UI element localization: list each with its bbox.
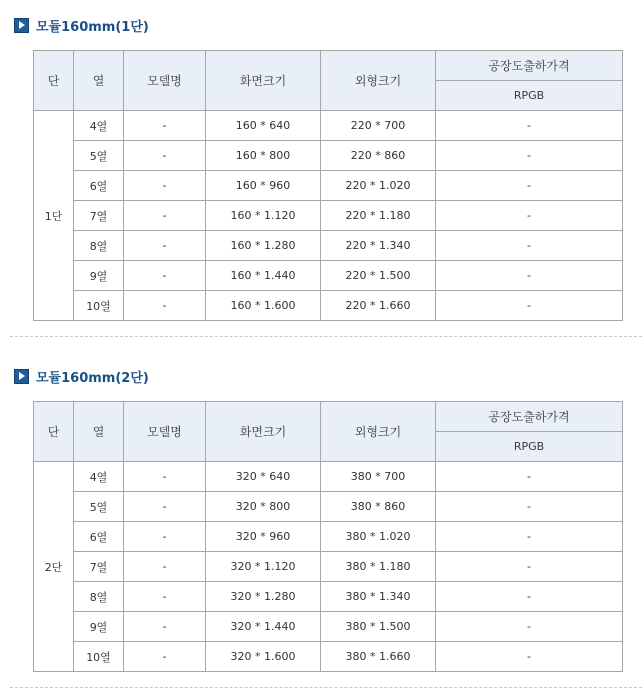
section-divider — [10, 336, 642, 337]
screen-size-cell: 160 * 1.440 — [206, 261, 321, 291]
table-row — [34, 111, 623, 141]
header-model: 모델명 — [124, 402, 206, 462]
yeol-cell: 8열 — [74, 231, 124, 261]
price-cell: - — [436, 522, 623, 552]
yeol-cell: 4열 — [74, 462, 124, 492]
price-cell: - — [436, 231, 623, 261]
table-row — [34, 291, 623, 321]
header-outer-size: 외형크기 — [321, 51, 436, 111]
outer-size-cell: 220 * 1.020 — [321, 171, 436, 201]
header-price: 공장도출하가격 — [436, 402, 623, 432]
yeol-cell: 6열 — [74, 171, 124, 201]
header-model: 모델명 — [124, 51, 206, 111]
yeol-cell: 9열 — [74, 612, 124, 642]
yeol-cell: 5열 — [74, 492, 124, 522]
table-row — [34, 522, 623, 552]
screen-size-cell: 320 * 960 — [206, 522, 321, 552]
table-row — [34, 612, 623, 642]
header-yeol: 열 — [74, 402, 124, 462]
table-row — [34, 231, 623, 261]
yeol-cell: 5열 — [74, 141, 124, 171]
outer-size-cell: 380 * 860 — [321, 492, 436, 522]
yeol-cell: 7열 — [74, 552, 124, 582]
model-cell: - — [124, 522, 206, 552]
section-title: 모듈160mm(1단) — [36, 19, 149, 35]
table-row — [34, 171, 623, 201]
price-cell: - — [436, 291, 623, 321]
section-title: 모듈160mm(2단) — [36, 370, 149, 386]
model-cell: - — [124, 291, 206, 321]
screen-size-cell: 320 * 1.280 — [206, 582, 321, 612]
price-cell: - — [436, 552, 623, 582]
outer-size-cell: 220 * 700 — [321, 111, 436, 141]
table-row — [34, 642, 623, 672]
outer-size-cell: 380 * 1.180 — [321, 552, 436, 582]
model-cell: - — [124, 492, 206, 522]
outer-size-cell: 380 * 1.500 — [321, 612, 436, 642]
play-icon — [14, 18, 29, 33]
outer-size-cell: 380 * 1.660 — [321, 642, 436, 672]
screen-size-cell: 160 * 1.600 — [206, 291, 321, 321]
table-row — [34, 462, 623, 492]
outer-size-cell: 380 * 1.340 — [321, 582, 436, 612]
screen-size-cell: 160 * 960 — [206, 171, 321, 201]
table-row — [34, 582, 623, 612]
price-cell: - — [436, 642, 623, 672]
screen-size-cell: 160 * 1.120 — [206, 201, 321, 231]
spec-table-1 — [33, 50, 623, 321]
spec-table-2 — [33, 401, 623, 672]
screen-size-cell: 320 * 800 — [206, 492, 321, 522]
model-cell: - — [124, 612, 206, 642]
screen-size-cell: 320 * 1.600 — [206, 642, 321, 672]
price-cell: - — [436, 492, 623, 522]
model-cell: - — [124, 141, 206, 171]
price-cell: - — [436, 111, 623, 141]
price-cell: - — [436, 582, 623, 612]
outer-size-cell: 380 * 700 — [321, 462, 436, 492]
screen-size-cell: 160 * 800 — [206, 141, 321, 171]
price-cell: - — [436, 201, 623, 231]
header-price: 공장도출하가격 — [436, 51, 623, 81]
section-divider — [10, 687, 642, 688]
screen-size-cell: 320 * 640 — [206, 462, 321, 492]
price-cell: - — [436, 612, 623, 642]
yeol-cell: 6열 — [74, 522, 124, 552]
table-row — [34, 261, 623, 291]
header-dan: 단 — [34, 51, 74, 111]
price-cell: - — [436, 141, 623, 171]
header-screen-size: 화면크기 — [206, 402, 321, 462]
header-outer-size: 외형크기 — [321, 402, 436, 462]
yeol-cell: 10열 — [74, 291, 124, 321]
model-cell: - — [124, 231, 206, 261]
model-cell: - — [124, 201, 206, 231]
price-cell: - — [436, 171, 623, 201]
model-cell: - — [124, 582, 206, 612]
outer-size-cell: 220 * 1.180 — [321, 201, 436, 231]
outer-size-cell: 220 * 1.340 — [321, 231, 436, 261]
play-icon — [14, 369, 29, 384]
outer-size-cell: 220 * 1.500 — [321, 261, 436, 291]
section-1-heading — [14, 16, 149, 34]
dan-cell: 2단 — [34, 462, 74, 672]
header-yeol: 열 — [74, 51, 124, 111]
header-price-rpgb: RPGB — [436, 432, 623, 462]
model-cell: - — [124, 642, 206, 672]
table-row — [34, 201, 623, 231]
table-row — [34, 492, 623, 522]
table-row — [34, 141, 623, 171]
header-dan: 단 — [34, 402, 74, 462]
header-screen-size: 화면크기 — [206, 51, 321, 111]
screen-size-cell: 320 * 1.120 — [206, 552, 321, 582]
screen-size-cell: 160 * 640 — [206, 111, 321, 141]
outer-size-cell: 220 * 1.660 — [321, 291, 436, 321]
section-2-heading — [14, 367, 149, 385]
yeol-cell: 8열 — [74, 582, 124, 612]
price-cell: - — [436, 462, 623, 492]
yeol-cell: 9열 — [74, 261, 124, 291]
yeol-cell: 4열 — [74, 111, 124, 141]
screen-size-cell: 320 * 1.440 — [206, 612, 321, 642]
model-cell: - — [124, 462, 206, 492]
model-cell: - — [124, 171, 206, 201]
yeol-cell: 7열 — [74, 201, 124, 231]
price-cell: - — [436, 261, 623, 291]
yeol-cell: 10열 — [74, 642, 124, 672]
table-row — [34, 552, 623, 582]
model-cell: - — [124, 111, 206, 141]
header-price-rpgb: RPGB — [436, 81, 623, 111]
screen-size-cell: 160 * 1.280 — [206, 231, 321, 261]
outer-size-cell: 220 * 860 — [321, 141, 436, 171]
model-cell: - — [124, 552, 206, 582]
model-cell: - — [124, 261, 206, 291]
outer-size-cell: 380 * 1.020 — [321, 522, 436, 552]
dan-cell: 1단 — [34, 111, 74, 321]
